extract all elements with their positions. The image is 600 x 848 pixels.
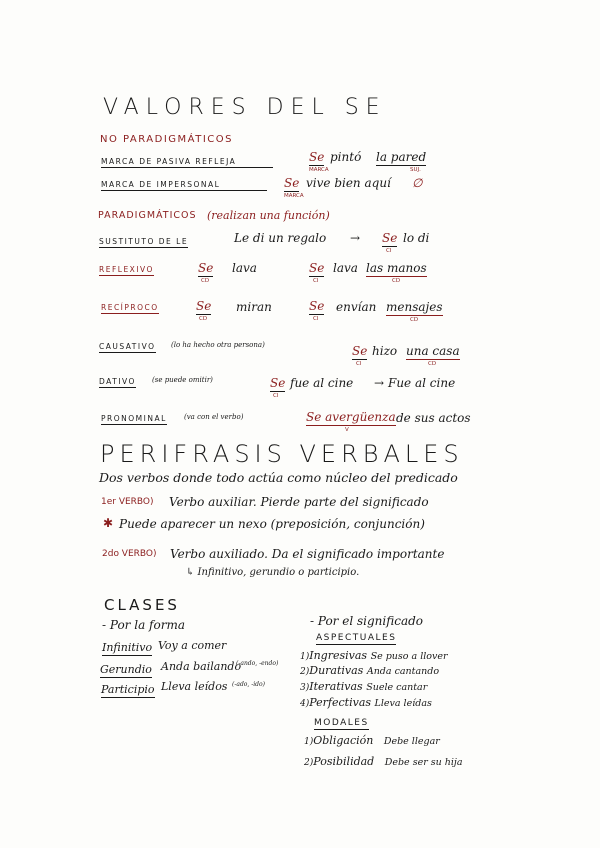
- aspectual-item-4: [300, 696, 432, 709]
- reflexivo-se2: Se: [309, 261, 325, 275]
- infinitivo-label: Infinitivo: [102, 641, 153, 654]
- modal-example: Debe llegar: [383, 736, 440, 747]
- infinitivo-text: Voy a comer: [158, 639, 227, 652]
- asterisk-icon: ✱: [103, 516, 114, 530]
- dativo-arrow: →: [374, 376, 385, 390]
- reciproco-text1: miran: [236, 300, 272, 314]
- impersonal-label: MARCA DE IMPERSONAL: [101, 180, 267, 191]
- modal-item-1: [304, 734, 440, 747]
- pasiva-object: la pared: [376, 150, 427, 164]
- reciproco-se1: Se: [196, 299, 212, 313]
- dativo-note: (se puede omitir): [152, 376, 213, 384]
- reciproco-object-sub: CD: [410, 317, 419, 323]
- pasiva-object-sub: SUJ.: [410, 167, 421, 173]
- modal-num: 2): [304, 758, 314, 768]
- pasiva-verb: pintó: [330, 150, 362, 164]
- significado-heading: - Por el significado: [310, 614, 424, 628]
- modal-label: Posibilidad: [313, 755, 375, 768]
- sustituto-label: SUSTITUTO DE LE: [99, 237, 189, 246]
- aspectual-num: 3): [300, 683, 310, 693]
- reciproco-se1-sub: CD: [199, 316, 208, 322]
- aspectual-item-3: [300, 680, 427, 693]
- gerundio-text: Anda bailando: [161, 660, 242, 673]
- participio-label: Participio: [101, 683, 155, 696]
- reflexivo-text2: lava: [333, 261, 358, 275]
- reflexivo-text1: lava: [232, 261, 257, 275]
- sustituto-se-sub: CI: [386, 248, 392, 254]
- sustituto-text2: lo di: [403, 231, 430, 245]
- aspectual-label: Durativas: [309, 664, 364, 677]
- pronominal-text: de sus actos: [396, 411, 471, 425]
- perifrasis-title: PERIFRASIS VERBALES: [100, 440, 464, 468]
- pronominal-label: PRONOMINAL: [101, 414, 167, 423]
- reflexivo-se1: Se: [198, 261, 214, 275]
- aspectual-example: Lleva leídas: [374, 698, 432, 709]
- causativo-text: hizo: [372, 344, 398, 358]
- aspectual-num: 4): [300, 699, 310, 709]
- reflexivo-label: REFLEXIVO: [99, 265, 154, 274]
- aspectuales-heading: ASPECTUALES: [316, 633, 397, 643]
- reflexivo-object: las manos: [366, 261, 427, 275]
- causativo-note: (lo ha hecho otra persona): [171, 341, 265, 349]
- nexo-text: Puede aparecer un nexo (preposición, conjunción): [119, 517, 425, 531]
- reciproco-label: RECÍPROCO: [101, 303, 159, 312]
- verbo2-sub: ↳ Infinitivo, gerundio o participio.: [186, 567, 360, 578]
- reciproco-object: mensajes: [386, 300, 443, 314]
- causativo-se: Se: [352, 344, 368, 358]
- reflexivo-object-sub: CD: [392, 278, 401, 284]
- modal-num: 1): [304, 737, 314, 747]
- causativo-label: CAUSATIVO: [99, 342, 156, 351]
- aspectual-label: Iterativas: [309, 680, 363, 693]
- se-pasiva: Se: [309, 150, 325, 164]
- aspectual-example: Se puso a llover: [370, 651, 448, 662]
- aspectual-label: Ingresivas: [309, 649, 368, 662]
- causativo-se-sub: CI: [356, 361, 362, 367]
- aspectual-num: 1): [300, 652, 310, 662]
- aspectual-item-2: [300, 664, 439, 677]
- pronominal-verb-sub: V: [345, 427, 349, 433]
- dativo-se-sub: CI: [273, 393, 279, 399]
- reflexivo-se1-sub: CD: [201, 278, 210, 284]
- verbo2-text: Verbo auxiliado. Da el significado importante: [170, 547, 445, 561]
- no-paradigmaticos-heading: NO PARADIGMÁTICOS: [100, 134, 233, 145]
- sustituto-se: Se: [382, 231, 398, 245]
- modales-heading: MODALES: [314, 718, 369, 728]
- aspectual-label: Perfectivas: [309, 696, 372, 709]
- pasiva-refleja-label: MARCA DE PASIVA REFLEJA: [101, 157, 273, 168]
- paradigmaticos-note: (realizan una función): [207, 209, 330, 222]
- reflexivo-se2-sub: CI: [313, 278, 319, 284]
- impersonal-zero: ∅: [412, 176, 423, 190]
- verbo2-tag: 2do VERBO): [102, 549, 157, 559]
- gerundio-label: Gerundio: [100, 663, 152, 676]
- aspectual-num: 2): [300, 667, 310, 677]
- dativo-label: DATIVO: [99, 377, 136, 386]
- clases-title: CLASES: [104, 596, 180, 614]
- dativo-text: fue al cine: [290, 376, 354, 390]
- reciproco-se2-sub: CI: [313, 316, 319, 322]
- modal-item-2: [304, 755, 463, 768]
- modal-example: Debe ser su hija: [384, 757, 463, 768]
- participio-text: Lleva leídos: [161, 680, 228, 693]
- paradigmaticos-heading: PARADIGMÁTICOS: [98, 210, 197, 221]
- forma-heading: - Por la forma: [102, 618, 185, 632]
- aspectual-example: Anda cantando: [366, 666, 440, 677]
- sustituto-arrow: →: [350, 231, 361, 245]
- reciproco-text2: envían: [336, 300, 377, 314]
- pronominal-verb: Se avergüenza: [306, 410, 396, 424]
- perifrasis-definition: Dos verbos donde todo actúa como núcleo del predicado: [99, 470, 458, 485]
- page-title: VALORES DEL SE: [103, 95, 387, 120]
- se-impersonal-sub: MARCA: [284, 193, 304, 199]
- dativo-se: Se: [270, 376, 286, 390]
- gerundio-note: (-ando, -endo): [236, 660, 279, 667]
- se-impersonal: Se: [284, 176, 300, 190]
- verbo1-tag: 1er VERBO): [101, 497, 154, 507]
- sustituto-text1: Le di un regalo: [234, 231, 327, 245]
- dativo-text2: Fue al cine: [388, 376, 456, 390]
- modal-label: Obligación: [313, 734, 374, 747]
- aspectual-item-1: [300, 649, 448, 662]
- participio-note: (-ado, -ido): [232, 681, 265, 688]
- verbo1-text: Verbo auxiliar. Pierde parte del significado: [169, 495, 429, 509]
- pronominal-note: (va con el verbo): [184, 413, 244, 421]
- causativo-object-sub: CD: [428, 361, 437, 367]
- se-pasiva-sub: MARCA: [309, 167, 329, 173]
- reciproco-se2: Se: [309, 299, 325, 313]
- causativo-object: una casa: [406, 344, 460, 358]
- impersonal-text: vive bien aquí: [306, 176, 391, 190]
- aspectual-example: Suele cantar: [366, 682, 428, 693]
